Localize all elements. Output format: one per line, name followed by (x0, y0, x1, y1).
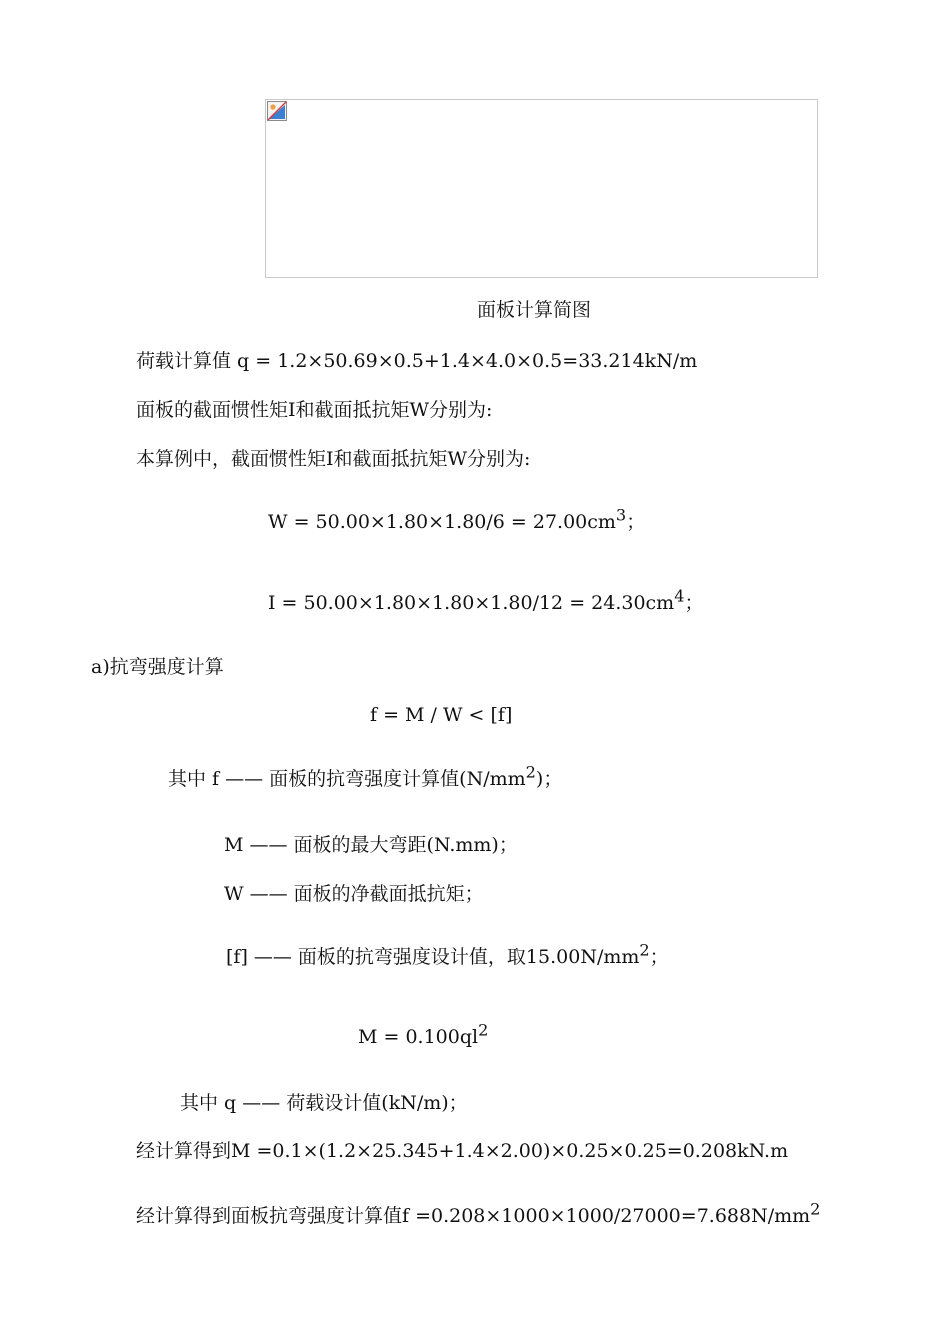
i-formula: I = 50.00×1.80×1.80×1.80/12 = 24.30cm (268, 592, 675, 614)
m-exponent: 2 (478, 1020, 489, 1040)
m-formula-line (358, 1020, 489, 1048)
where-fd-line (226, 940, 669, 968)
where-f-text: 其中 f —— 面板的抗弯强度计算值(N/mm (168, 768, 526, 790)
broken-image-icon (267, 101, 287, 121)
diagram-image-placeholder (265, 99, 818, 278)
result-f-text: 经计算得到面板抗弯强度计算值f =0.208×1000×1000/27000=7.688N/mm (136, 1205, 811, 1227)
where-w-line: W —— 面板的净截面抵抗矩； (224, 883, 484, 905)
w-exponent: 3 (615, 505, 627, 525)
load-value-line: 荷载计算值 q = 1.2×50.69×0.5+1.4×4.0×0.5=33.214kN/m (136, 350, 698, 372)
i-exponent: 4 (674, 586, 685, 606)
result-f-line (136, 1199, 821, 1227)
section-intro-line: 面板的截面惯性矩I和截面抵抗矩W分别为: (136, 399, 493, 421)
where-fd-exponent: 2 (639, 940, 650, 960)
m-formula: M = 0.100ql (358, 1026, 479, 1048)
where-m-line: M —— 面板的最大弯距(N.mm)； (224, 834, 518, 856)
result-f-exponent: 2 (810, 1199, 821, 1219)
where-fd-text: [f] —— 面板的抗弯强度设计值，取15.00N/mm (226, 946, 640, 968)
i-end: ； (684, 592, 704, 614)
w-end: ； (626, 511, 646, 533)
i-formula-line (268, 586, 704, 614)
example-intro-line: 本算例中，截面惯性矩I和截面抵抗矩W分别为: (136, 448, 531, 470)
heading-bending-strength: a)抗弯强度计算 (91, 656, 224, 678)
where-q-line: 其中 q —— 荷载设计值(kN/m)； (180, 1092, 468, 1114)
result-m-line: 经计算得到M =0.1×(1.2×25.345+1.4×2.00)×0.25×0.25=0.208kN.m (136, 1140, 789, 1162)
w-formula-line (268, 505, 646, 533)
where-f-line (168, 762, 563, 790)
f-formula-line: f = M / W < [f] (370, 704, 513, 726)
where-f-end: )； (535, 768, 563, 790)
figure-caption: 面板计算简图 (477, 299, 592, 321)
where-f-exponent: 2 (525, 762, 536, 782)
where-fd-end: ； (649, 946, 669, 968)
w-formula: W = 50.00×1.80×1.80/6 = 27.00cm (268, 511, 616, 533)
